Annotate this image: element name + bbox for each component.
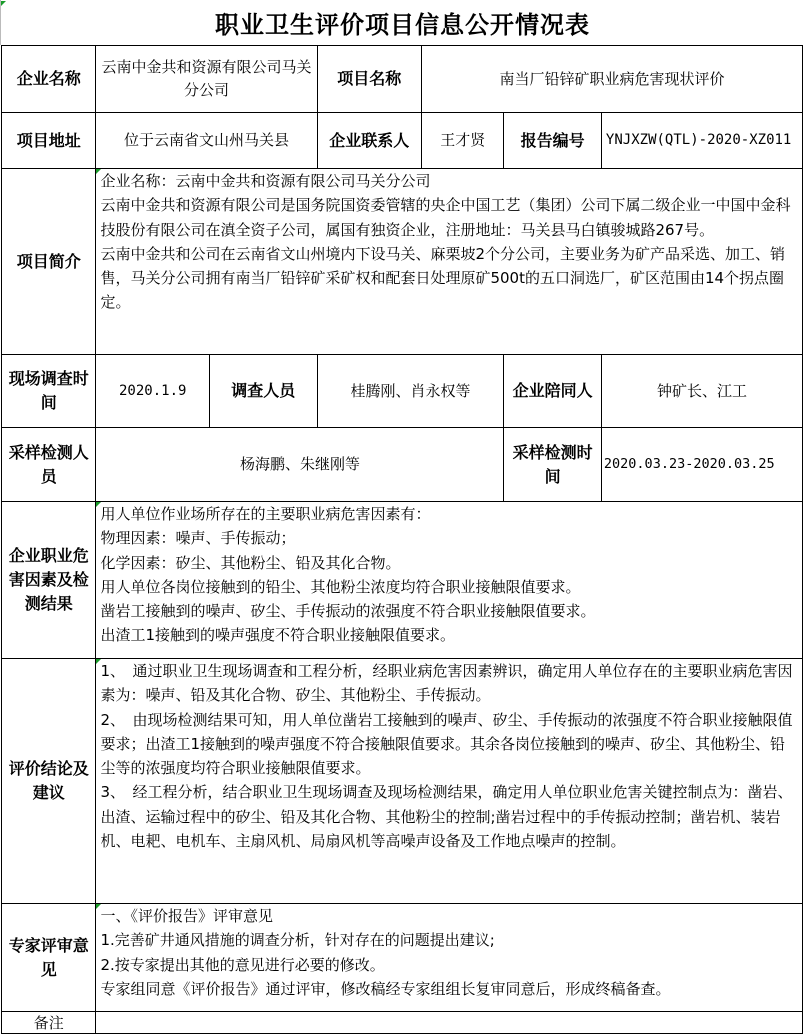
conclusion-content[interactable] [96, 659, 803, 904]
sampling-time-label: 采样检测时间 [504, 428, 601, 502]
sampling-time-value[interactable]: 2020.03.23-2020.03.25 [601, 428, 802, 502]
page-title: 职业卫生评价项目信息公开情况表 [0, 0, 804, 45]
company-value[interactable]: 云南中金共和资源有限公司马关分公司 [96, 46, 317, 113]
row-expert [2, 904, 803, 1012]
address-label: 项目地址 [2, 113, 96, 169]
report-label: 报告编号 [504, 113, 601, 169]
cell-marker [96, 904, 101, 909]
survey-staff-value[interactable]: 桂腾刚、肖永权等 [317, 355, 504, 428]
conclusion-paragraph: 1、 通过职业卫生现场调查和工程分析，经职业病危害因素辨识，确定用人单位存在的主要职业病危害因素为：噪声、铅及其化合物、矽尘、其他粉尘、手传振动。 [100, 662, 793, 705]
project-value[interactable]: 南当厂铅锌矿职业病危害现状评价 [422, 46, 803, 113]
hazard-line: 化学因素：矽尘、其他粉尘、铅及其化合物。 [100, 553, 401, 572]
sampling-staff-label: 采样检测人员 [2, 428, 96, 502]
row-hazards [2, 502, 803, 659]
escort-label: 企业陪同人 [504, 355, 601, 428]
intro-paragraph: 云南中金共和资源有限公司是国务院国资委管辖的央企中国工艺（集团）公司下属二级企业一中国中金科技股份有限公司在滇全资子公司，属国有独资企业，注册地址：马关县马白镇骏城路267号。 [100, 196, 791, 239]
hazards-label: 企业职业危害因素及检测结果 [2, 502, 96, 659]
cell-marker [96, 659, 101, 664]
company-label: 企业名称 [2, 46, 96, 113]
intro-label: 项目简介 [2, 169, 96, 355]
survey-time-label: 现场调查时间 [2, 355, 96, 428]
intro-content[interactable] [96, 169, 803, 355]
hazard-line: 凿岩工接触到的噪声、矽尘、手传振动的浓强度不符合职业接触限值要求。 [100, 602, 596, 621]
row-remark [2, 1012, 803, 1034]
escort-value[interactable]: 钟矿长、江工 [601, 355, 802, 428]
expert-line: 2.按专家提出其他的意见进行必要的修改。 [100, 955, 385, 974]
survey-staff-label: 调查人员 [210, 355, 318, 428]
hazard-line: 用人单位作业场所存在的主要职业病危害因素有： [100, 505, 431, 523]
row-address [2, 113, 803, 169]
conclusion-paragraph: 3、 经工程分析，结合职业卫生现场调查及现场检测结果，确定用人单位职业危害关键控制点为：凿岩、出渣、运输过程中的矽尘、铅及其化合物、其他粉尘的控制;凿岩过程中的手传振动控制；凿岩机、装岩机、电耙、电机车、主扇风机、局扇风机等高噪声设备及工作地点噪声的控制。 [100, 783, 793, 851]
remark-value[interactable] [96, 1012, 803, 1034]
row-company [2, 46, 803, 113]
intro-paragraph: 云南中金共和公司在云南省文山州境内下设马关、麻栗坡2个分公司，主要业务为矿产品采选、加工、销售，马关分公司拥有南当厂铅锌矿采矿权和配套日处理原矿500t的五口洞选厂，矿区范围由14个拐点圈定。 [100, 244, 786, 312]
report-value[interactable]: YNJXZW(QTL)-2020-XZ011 [601, 113, 802, 169]
hazard-line: 用人单位各岗位接触到的铅尘、其他粉尘浓度均符合职业接触限值要求。 [100, 577, 581, 596]
expert-content[interactable] [96, 904, 803, 1012]
row-intro [2, 169, 803, 355]
row-conclusion [2, 659, 803, 904]
hazards-content[interactable] [96, 502, 803, 659]
cell-marker [96, 502, 101, 507]
contact-label: 企业联系人 [317, 113, 422, 169]
conclusion-paragraph: 2、 由现场检测结果可知，用人单位凿岩工接触到的噪声、矽尘、手传振动的浓强度不符合职业接触限值要求；出渣工1接触到的噪声强度不符合接触限值要求。其余各岗位接触到的噪声、矽尘、其他粉尘、铅尘等的浓强度均符合职业接触限值要求。 [100, 710, 793, 778]
project-label: 项目名称 [317, 46, 422, 113]
survey-time-value[interactable]: 2020.1.9 [96, 355, 210, 428]
expert-line: 1.完善矿井通风措施的调查分析，针对存在的问题提出建议; [100, 931, 495, 950]
row-sampling [2, 428, 803, 502]
expert-line: 专家组同意《评价报告》通过评审，修改稿经专家组组长复审同意后，形成终稿备查。 [100, 979, 671, 998]
expert-line: 一、《评价报告》评审意见 [100, 907, 273, 925]
address-value[interactable]: 位于云南省文山州马关县 [96, 113, 317, 169]
cell-marker [96, 169, 101, 174]
sampling-staff-value[interactable]: 杨海鹏、朱继刚等 [96, 428, 504, 502]
info-table [1, 45, 803, 1034]
hazard-line: 物理因素：噪声、手传振动； [100, 529, 296, 548]
contact-value[interactable]: 王才贤 [422, 113, 504, 169]
conclusion-label: 评价结论及建议 [2, 659, 96, 904]
remark-label: 备注 [2, 1012, 96, 1034]
hazard-line: 出渣工1接触到的噪声强度不符合职业接触限值要求。 [100, 626, 455, 645]
expert-label: 专家评审意见 [2, 904, 96, 1012]
row-survey [2, 355, 803, 428]
intro-paragraph: 企业名称：云南中金共和资源有限公司马关分公司 [100, 172, 431, 190]
